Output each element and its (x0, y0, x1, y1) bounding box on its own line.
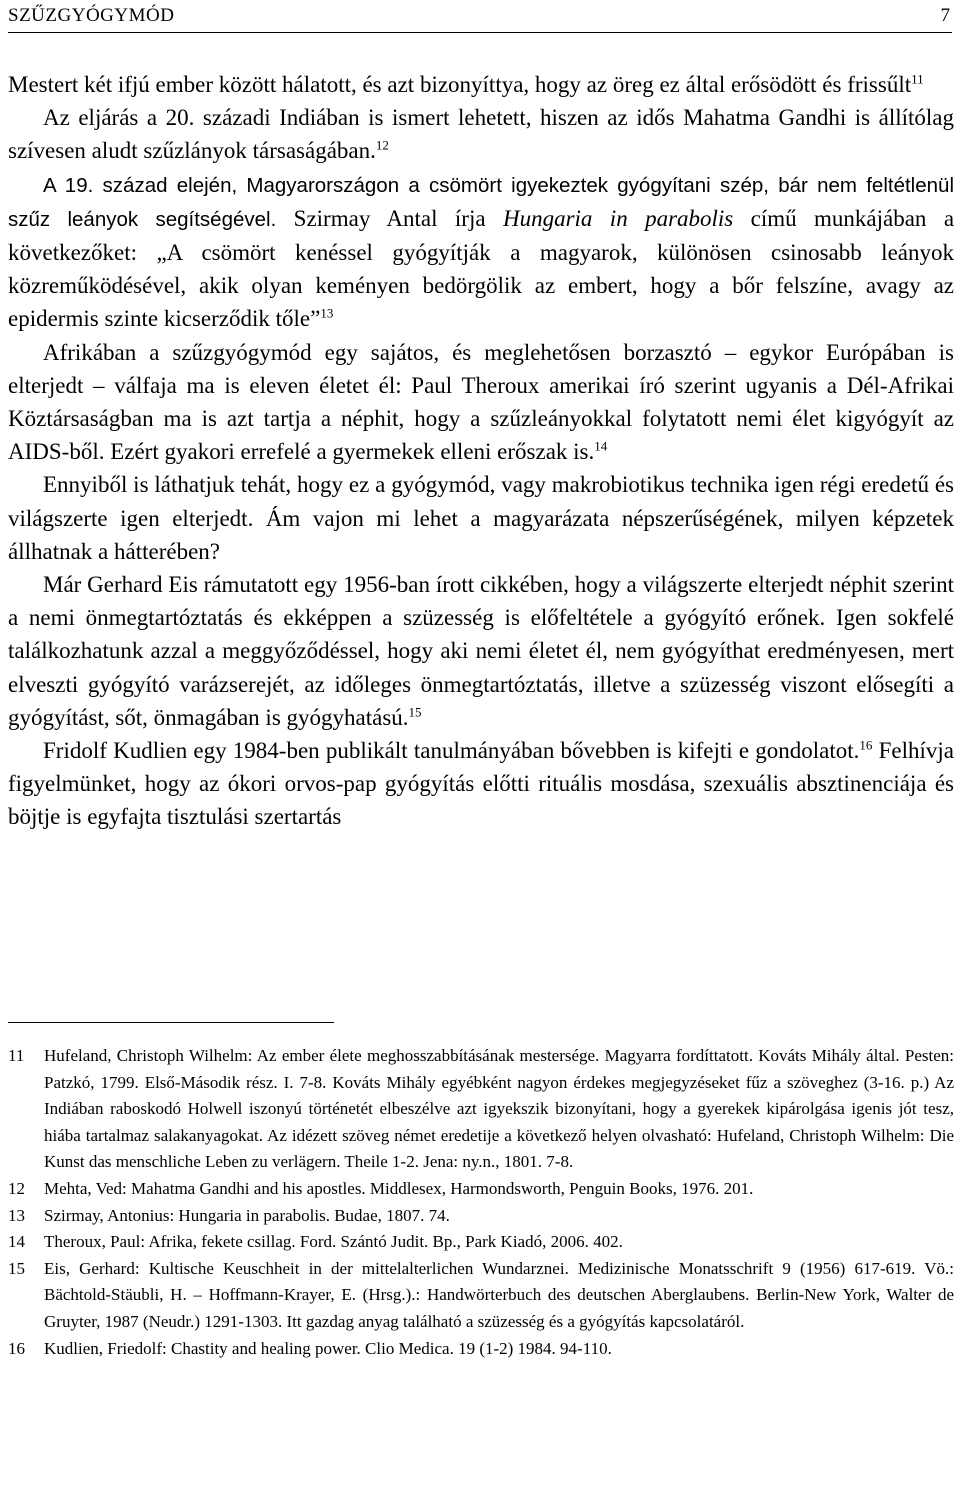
running-title: SZŰZGYÓGYMÓD (8, 5, 175, 26)
footnote-ref-11[interactable]: 11 (911, 71, 924, 87)
footnote-ref-13[interactable]: 13 (320, 305, 334, 321)
footnote-13: 13 Szirmay, Antonius: Hungaria in parabolis. Budae, 1807. 74. (8, 1205, 450, 1225)
footnote-ref-16[interactable]: 16 (859, 737, 873, 753)
running-header (8, 0, 952, 33)
footnote-separator (8, 1022, 334, 1023)
footnote-14: 14 Theroux, Paul: Afrika, fekete csillag. Ford. Szántó Judit. Bp., Park Kiadó, 2006. 402. (8, 1232, 623, 1252)
paragraph-3: A 19. század elején, Magyarországon a csömört igyekeztek gyógyítani szép, bár nem feltétlenül szűz leányok segítségével. Szirmay Antal írja Hungaria in parabolis című munkájában a következőket: „A csömört kenéssel gyógyítják a magyarok, különösen csinosabb leányok közreműködésével, akik olyan keményen bedörgölik az embert, hogy a bőr felszíne, avagy az epidermis szinte kicserződik tőle”$^{13}$ (8, 173, 955, 332)
paragraph-4: Afrikában a szűzgyógymód egy sajátos, és meglehetősen borzasztó – egykor Európában is elterjedt – válfaja ma is eleven életet él: Paul Theroux amerikai író szerint ugyanis a Dél-Afrikai Köztársaságban ma is azt tartja a néphit, hogy a szűzleányokkal folytatott nemi élet kigyógyít az AIDS-ből. Ezért gyakori errefelé a gyermekek elleni erőszak is.$^{14}$ (8, 339, 954, 465)
footnote-15: 15 Eis, Gerhard: Kultische Keuschheit in der mittelalterlichen Wundarznei. Medizinische Monatsschrift 9 (1956) 617-619. Vö.: Bächtold-Stäubli, H. – Hoffmann-Krayer, E. (Hrsg.).: Handwörterbuch des deutschen Aberglaubens. Berlin-New York, Walter de Gruyter, 1987 (Neudr.) 1291-1303. Itt gazdag anyag található a szüzesség és a gyógyítás kapcsolatáról. (8, 1258, 954, 1331)
footnote-16: 16 Kudlien, Friedolf: Chastity and healing power. Clio Medica. 19 (1-2) 1984. 94-110. (8, 1338, 612, 1358)
paragraph-1: Mestert két ifjú ember között hálatott, és azt bizonyíttya, hogy az öreg ez által erősödött és frissűlt$^{11}$ (8, 71, 924, 97)
paragraph-3-lead: A 19. század elején, Magyarországon a csömört igyekeztek gyógyítani szép, bár nem feltétlenül szűz leányok segítségével. (8, 173, 954, 231)
footnote-ref-12[interactable]: 12 (375, 137, 389, 153)
footnotes (8, 1043, 954, 1362)
footnote-12: 12 Mehta, Ved: Mahatma Gandhi and his apostles. Middlesex, Harmondsworth, Penguin Books, 1976. 201. (8, 1178, 754, 1198)
book-title-italic: Hungaria in parabolis (502, 205, 734, 231)
paragraph-7: Fridolf Kudlien egy 1984-ben publikált tanulmányában bővebben is kifejti e gondolatot.$^{16}$ Felhívja figyelmünket, hogy az ókori orvos-pap gyógyítás előtti rituális mosdása, szexuális absztinenciája és böjtje is egyfajta tisztulási szertartás (8, 737, 954, 830)
footnote-ref-15[interactable]: 15 (408, 704, 422, 720)
footnote-11: 11 Hufeland, Christoph Wilhelm: Az ember élete meghosszabbításának mestersége. Magyarra fordíttatott. Kováts Mihály által. Pesten: Patzkó, 1799. Első-Második rész. I. 7-8. Kováts Mihály egyébként nagyon érdekes megjegyzéseket fűz a szöveghez (3-16. p.) Az Indiában raboskodó Holwell iszonyú történetét elbeszélve azt igyekszik bizonyítani, hogy a gyerekek kipárolgása igenis jót tesz, hiába tartalmaz salakanyagokat. Az idézett szöveg német eredetije a következő helyen olvasható: Hufeland, Christoph Wilhelm: Die Kunst das menschliche Leben zu verlägern. Theile 1-2. Jena: ny.n., 1801. 7-8. (8, 1046, 954, 1172)
body-text (8, 68, 954, 834)
page-number: 7 (940, 5, 950, 26)
footnote-ref-14[interactable]: 14 (594, 438, 608, 454)
paragraph-6: Már Gerhard Eis rámutatott egy 1956-ban írott cikkében, hogy a világszerte elterjedt néphit szerint a nemi önmegtartóztatás és ekképpen a szüzesség is előfeltétele a gyógyító erőnek. Igen sokfelé találkozhatunk azzal a meggyőződéssel, hogy aki nemi életet él, nem gyógyíthat eredményesen, mert elveszti gyógyító varázserejét, az időleges önmegtartóztatás, illetve a szüzesség viszont elősegíti a gyógyítást, sőt, önmagában is gyógyhatású.$^{15}$ (8, 572, 954, 730)
paragraph-5: Ennyiből is láthatjuk tehát, hogy ez a gyógymód, vagy makrobiotikus technika igen régi eredetű és világszerte igen elterjedt. Ám vajon mi lehet a magyarázata népszerűségének, milyen képzetek állhatnak a hátterében? (8, 472, 954, 564)
paragraph-2: Az eljárás a 20. századi Indiában is ismert lehetett, hiszen az idős Mahatma Gandhi is állítólag szívesen aludt szűzlányok társaságában.$^{12}$ (8, 105, 954, 164)
